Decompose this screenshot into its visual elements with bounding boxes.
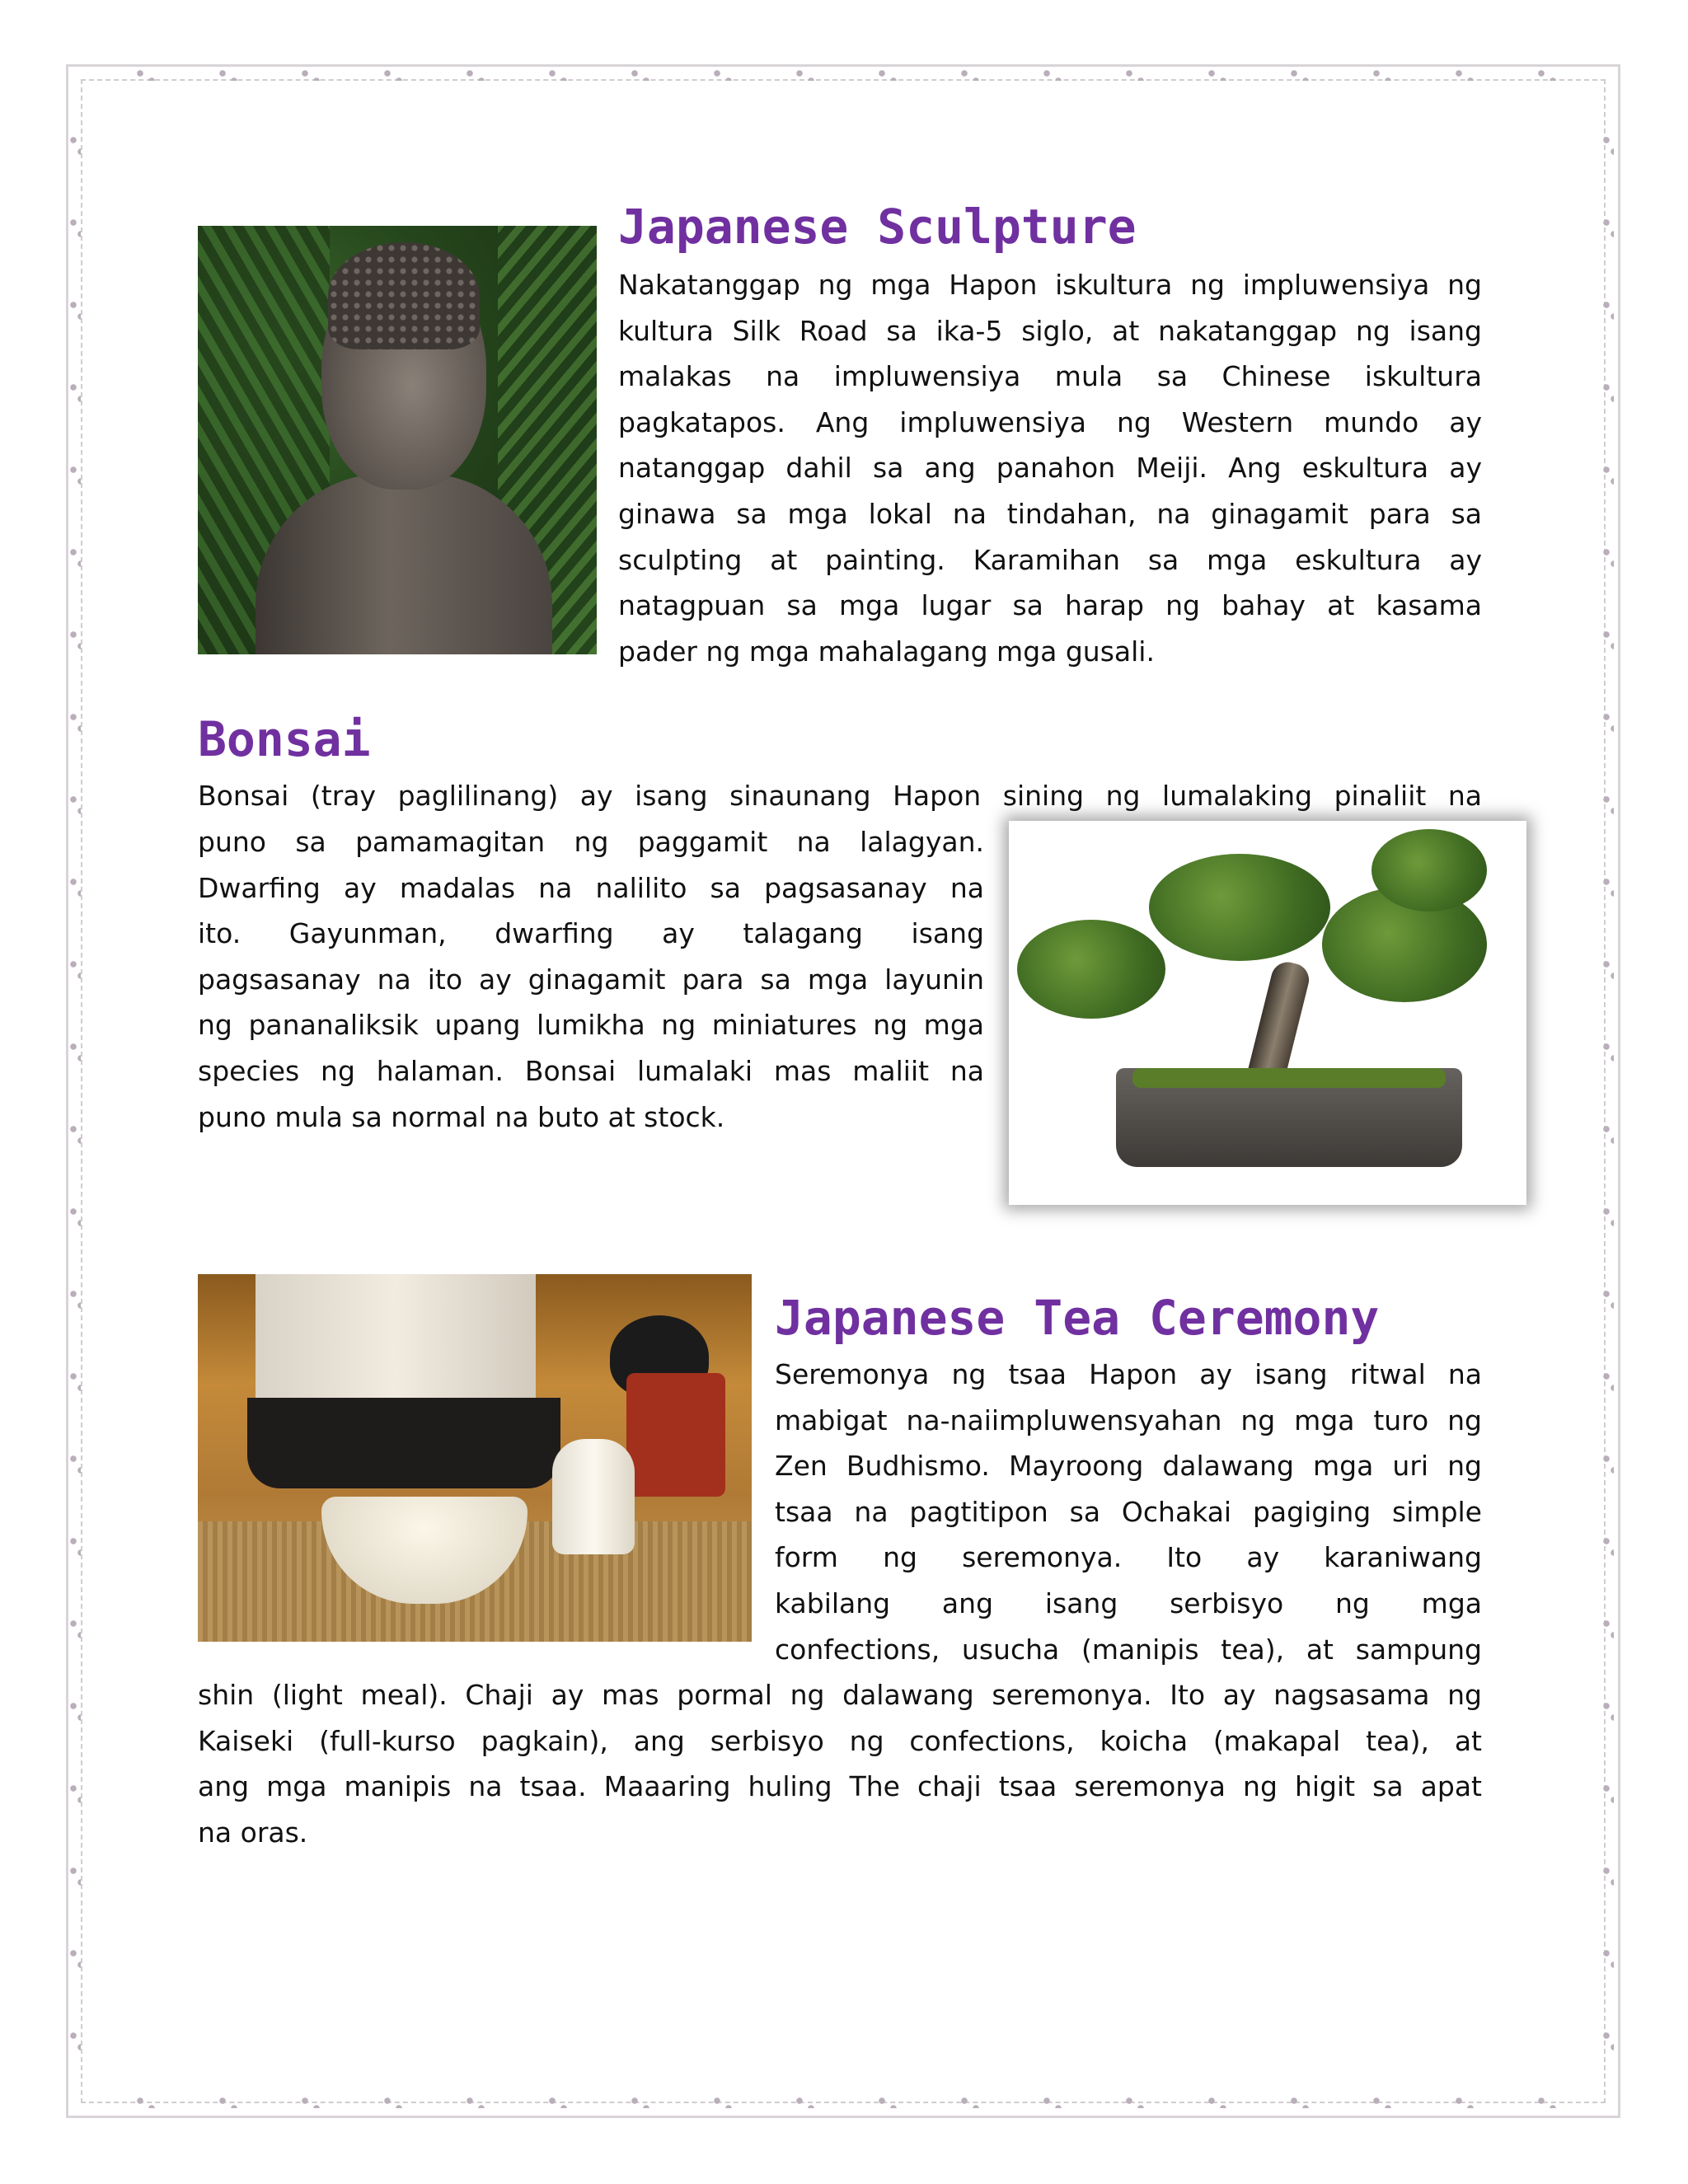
text-line: puno mula sa normal na buto at stock.: [198, 1100, 725, 1133]
text-line: shin (light meal). Chaji ay mas pormal ng dalawang seremonya. Ito ay nagsasama ng: [198, 1679, 1482, 1711]
text-line: ito. Gayunman, dwarfing ay talagang isang: [198, 917, 984, 950]
text-line: malakas na impluwensiya mula sa Chinese iskultura: [618, 360, 1482, 393]
text-line: pader ng mga mahalagang mga gusali.: [618, 635, 1155, 668]
border-dots-bottom: [99, 2093, 1589, 2108]
border-dots-right: [1599, 99, 1614, 2083]
sculpture-heading: Japanese Sculpture: [618, 199, 1137, 255]
text-line: Nakatanggap ng mga Hapon iskultura ng impluwensiya ng: [618, 269, 1482, 301]
text-line: pagsasanay na ito ay ginagamit para sa mga layunin: [198, 963, 984, 996]
text-line: ng pananaliksik upang lumikha ng miniatures ng mga: [198, 1009, 984, 1042]
bonsai-tree-image: [1009, 821, 1526, 1205]
buddha-statue-image: [198, 226, 597, 654]
text-line: kabilang ang isang serbisyo ng mga: [775, 1586, 1482, 1619]
text-line: Bonsai (tray paglilinang) ay isang sinaunang Hapon sining ng lumalaking pinaliit na: [198, 780, 1482, 812]
bonsai-heading: Bonsai: [198, 711, 371, 767]
bonsai-paragraph-first-line: [198, 773, 1482, 819]
text-line: ginawa sa mga lokal na tindahan, na ginagamit para sa: [618, 497, 1482, 530]
text-line: mabigat na-naiimpluwensyahan ng mga turo ng: [775, 1404, 1482, 1436]
text-line: puno sa pamamagitan ng paggamit na lalagyan.: [198, 826, 984, 858]
tea-ceremony-image: [198, 1274, 752, 1642]
text-line: Kaiseki (full-kurso pagkain), ang serbisyo ng confections, koicha (makapal tea), at: [198, 1724, 1482, 1757]
text-line: ang mga manipis na tsaa. Maaaring huling The chaji tsaa seremonya ng higit sa apat: [198, 1770, 1482, 1803]
text-line: sculpting at painting. Karamihan sa mga eskultura ay: [618, 543, 1482, 576]
tea-ceremony-heading: Japanese Tea Ceremony: [775, 1290, 1380, 1346]
text-line: natanggap dahil sa ang panahon Meiji. Ang eskultura ay: [618, 452, 1482, 485]
text-line: pagkatapos. Ang impluwensiya ng Western mundo ay: [618, 405, 1482, 438]
text-line: species ng halaman. Bonsai lumalaki mas maliit na: [198, 1054, 984, 1087]
bonsai-paragraph: [198, 819, 984, 1140]
border-dots-left: [66, 99, 81, 2083]
text-line: natagpuan sa mga lugar sa harap ng bahay at kasama: [618, 589, 1482, 622]
tea-paragraph-continued: [198, 1672, 1482, 1855]
text-line: Dwarfing ay madalas na nalilito sa pagsasanay na: [198, 871, 984, 904]
text-line: kultura Silk Road sa ika-5 siglo, at nakatanggap ng isang: [618, 314, 1482, 347]
text-line: tsaa na pagtitipon sa Ochakai pagiging simple: [775, 1495, 1482, 1528]
text-line: Seremonya ng tsaa Hapon ay isang ritwal na: [775, 1358, 1482, 1390]
text-line: Zen Budhismo. Mayroong dalawang mga uri ng: [775, 1450, 1482, 1483]
text-line: confections, usucha (manipis tea), at sampung: [775, 1633, 1482, 1666]
tea-paragraph: [775, 1352, 1482, 1672]
text-line: form ng seremonya. Ito ay karaniwang: [775, 1541, 1482, 1574]
sculpture-paragraph: [618, 262, 1482, 674]
text-line: na oras.: [198, 1816, 308, 1849]
border-dots-top: [99, 66, 1589, 81]
